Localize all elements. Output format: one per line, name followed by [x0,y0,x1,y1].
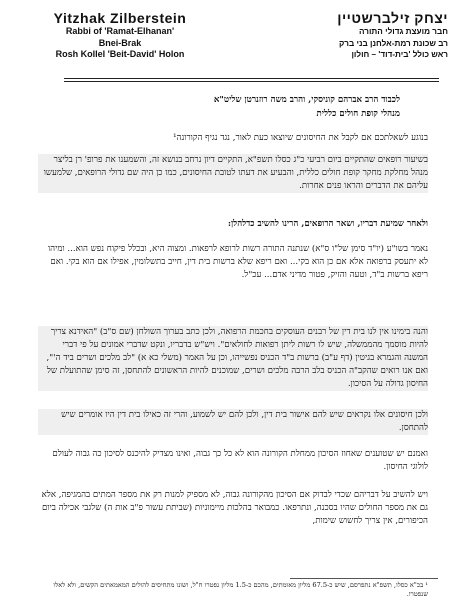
recipient-line: מנהלי קופת חולים כללית [316,109,400,119]
body-paragraph: בשיעור רופאים שהתקיים ביום רביעי כ"ג כסלו תשפ"א, התקיים דיון נרחב בנושא זה, והשמענו את פרופ' רן בליצר מנהל מחלקת מחקר קופת חולים כללית, והבעיע את דעתו לטובת החיסונים, כמו כן היה שם גדולי הרופאים, שלמעשו עליהם את הדברים והראו פנים אחרות. [38,154,428,193]
letterhead-hebrew-line: רב שכונת רמת-אלחנן בני ברק [338,38,448,48]
body-paragraph: ואמנם יש שטוענים שאחוז הסיכון ממחלת הקורונה הוא לא כל כך גבוה, ואינו מצדיק להיכנס לסיכון כה גבוה לעולם לולוגי החיסון. [52,449,428,472]
letterhead-latin-line: Bnei-Brak [98,37,142,48]
letterhead-hebrew-line: חבר מועצת גדולי התורה [358,27,448,36]
body-paragraph: ויש להשיב על דבריהם שכדי לבדוק אם הסיכון מהקורונה גבוה, לא מספיק למנות רק את מספר המתים בהמגיפה, אלא גם את מספר החולים שהיו בסכנה, ונתרפאו. כמבואר בהלכות מיימוניות (שביתת עשור פ"ב אות ה) שלגבי אכילה ביום הכיפורים, אין צריך לחשוש שימות, [41,490,428,526]
letterhead-divider [64,78,439,79]
subheading: ולאחר שמיעת דבריו, ושאר הרופאים, הרינו להשיב כדלהלן: [227,219,428,229]
letterhead-divider [64,81,439,82]
letterhead-hebrew-line: ראש כולל 'בית-דוד' – חולון [351,50,448,59]
rabbi-name-latin: Yitzhak Zilberstein [53,10,187,26]
letterhead-latin-line: Rabbi of 'Ramat-Elhanan' [65,26,175,36]
body-paragraph: והנה בימינו אין לנו בית דין של רבנים העוסקים בחכמת הרפואה, ולכן כתב בערוך השולחן (שם ס"ב) "האידנא צריך להיות מוסמך מהממשלה, שיש לו רשות ליתן רפואות לחולאים". ויש"ש בדבריו, ונקט שדברי אמונים על פי דברי המשנה והגמרא בגיטין (דף ע"ב) ברשות ב"ד הכניס נפשייהו, וכן על האמר (משלי כא א) "לב מלכים ושרים ביד ה'", ואם אנו רואים שהקב"ה הכניס בלב הרבה מלכים ושרים, שמוכנים להיות הראשונים להתחסן, זה סימן שהתועלת של החיסון גדולה על הסיכון. [38,326,428,391]
recipient-line: לכבוד הרב אברהם קוניסקי, והרב משה רוזנרטן שליט"א [213,95,400,105]
letterhead-latin-line: Rosh Kollel 'Beit-David' Holon [55,49,185,59]
footnote-divider [290,578,438,579]
body-paragraph: ולכן חיסונים אלו נקראים שיש להם אישור בית דין, ולכן להם יש לשמוע, והרי זה כאילו בית דין היו אומרים שיש להתחסן. [38,409,428,435]
rabbi-name-hebrew: יצחק זילברשטיין [337,10,448,26]
letterhead-hebrew [268,10,448,61]
letterhead-latin [30,10,210,61]
intro-paragraph: בנוגע לשאלתכם אם לקבל את החיסונים שיוצאו כעת לאור, נגד נגיף הקורונה¹ [173,133,428,143]
footnote: ¹ בכ"א כסלו, תשפ"א נתפרסם, שיש כ-67.5 מליון מאומתים, מהכם כ-1.5 מליון נפטרו ח"ל, ושונו מתחיסים להולים המאמאתים הקשים, ולא לאלו שנפטרו. [53,581,428,598]
body-paragraph: נאמר בשו"ע (יו"ד סימן של"ו ס"א) שנתנה התורה רשות לרופא לרפאות. ומצוה היא, ובכלל פיקוח נפש הוא... ומיהו לא יתעסק ברפואה אלא אם כן הוא בקי... ואם ריפא שלא ברשות בית דין, חייב בתשלומין, אפילו אם הוא בקי. ואם ריפא ברשות ב"ד, וטעה והזיק, פטור מדיני אדם... עכ"ל. [47,244,428,280]
